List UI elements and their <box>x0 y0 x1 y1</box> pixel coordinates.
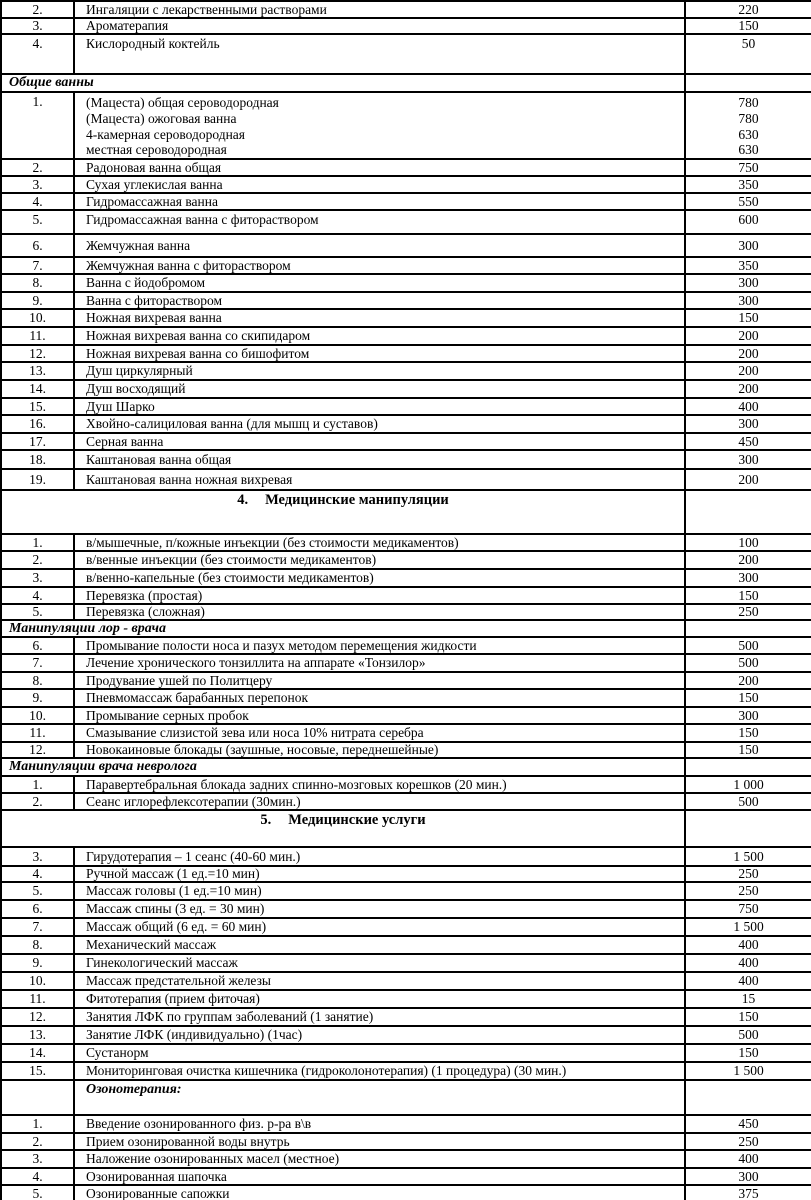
service-price: 400 <box>685 398 811 415</box>
service-name: Радоновая ванна общая <box>74 159 685 176</box>
service-name: Гидромассажная ванна <box>74 193 685 210</box>
service-price: 200 <box>685 469 811 490</box>
table-row <box>1 793 811 810</box>
service-price: 550 <box>685 193 811 210</box>
service-price: 200 <box>685 345 811 362</box>
service-price-line: 780 <box>738 95 759 110</box>
service-price: 250 <box>685 866 811 882</box>
heading-price-empty <box>685 810 811 847</box>
service-name: Ножная вихревая ванна <box>74 309 685 327</box>
service-name: Ванна с фитораствором <box>74 292 685 309</box>
service-price: 300 <box>685 292 811 309</box>
row-number-empty <box>1 1080 74 1115</box>
row-number: 7. <box>1 654 74 672</box>
row-number: 13. <box>1 1026 74 1044</box>
service-price: 300 <box>685 234 811 257</box>
service-price: 150 <box>685 689 811 707</box>
service-price: 350 <box>685 176 811 193</box>
table-row <box>1 34 811 74</box>
table-row <box>1 362 811 380</box>
service-name-line: местная сероводородная <box>86 142 227 158</box>
service-name: в/мышечные, п/кожные инъекции (без стоимости медикаментов) <box>74 534 685 551</box>
row-number: 2. <box>1 1133 74 1150</box>
row-number: 4. <box>1 1168 74 1185</box>
group-heading <box>1 810 685 847</box>
service-name: Гинекологический массаж <box>74 954 685 972</box>
table-row <box>1 159 811 176</box>
service-name: Гидромассажная ванна с фитораствором <box>74 210 685 234</box>
row-number: 5. <box>1 210 74 234</box>
table-row <box>1 490 811 534</box>
row-number: 10. <box>1 309 74 327</box>
table-row <box>1 776 811 793</box>
service-price: 300 <box>685 415 811 433</box>
section-price-empty <box>685 758 811 776</box>
row-number: 3. <box>1 176 74 193</box>
row-number: 12. <box>1 345 74 362</box>
table-row <box>1 587 811 604</box>
row-number: 6. <box>1 637 74 654</box>
row-number: 12. <box>1 1008 74 1026</box>
service-name: Душ Шарко <box>74 398 685 415</box>
service-name: Промывание серных пробок <box>74 707 685 724</box>
section-header: Манипуляции лор - врача <box>1 620 685 637</box>
table-row <box>1 972 811 990</box>
service-name: Пневмомассаж барабанных перепонок <box>74 689 685 707</box>
table-row <box>1 954 811 972</box>
service-price: 250 <box>685 882 811 900</box>
service-price: 150 <box>685 724 811 742</box>
row-number: 10. <box>1 972 74 990</box>
row-number: 14. <box>1 1044 74 1062</box>
row-number: 3. <box>1 18 74 34</box>
service-price-line: 630 <box>738 142 759 158</box>
row-number: 6. <box>1 234 74 257</box>
table-row <box>1 433 811 450</box>
row-number: 2. <box>1 793 74 810</box>
table-row <box>1 604 811 620</box>
section-header: Манипуляции врача невролога <box>1 758 685 776</box>
table-row <box>1 193 811 210</box>
service-price: 450 <box>685 1115 811 1133</box>
service-name-line: (Мацеста) ожоговая ванна <box>86 110 237 126</box>
service-price: 750 <box>685 900 811 918</box>
service-name: Озонированная шапочка <box>74 1168 685 1185</box>
row-number: 4. <box>1 34 74 74</box>
service-name: в/венно-капельные (без стоимости медикаментов) <box>74 569 685 587</box>
service-name: Жемчужная ванна <box>74 234 685 257</box>
service-name: Наложение озонированных масел (местное) <box>74 1150 685 1168</box>
table-row <box>1 234 811 257</box>
service-name: Жемчужная ванна с фитораствором <box>74 257 685 274</box>
row-number: 7. <box>1 257 74 274</box>
row-number: 5. <box>1 882 74 900</box>
table-row <box>1 758 811 776</box>
service-name: в/венные инъекции (без стоимости медикаментов) <box>74 551 685 569</box>
row-number: 8. <box>1 672 74 689</box>
row-number: 19. <box>1 469 74 490</box>
service-price: 400 <box>685 936 811 954</box>
service-name-line: (Мацеста) общая сероводородная <box>86 95 279 110</box>
section-price-empty <box>685 74 811 92</box>
service-name: Душ циркулярный <box>74 362 685 380</box>
service-name: Массаж общий (6 ед. = 60 мин) <box>74 918 685 936</box>
row-number: 9. <box>1 689 74 707</box>
table-row <box>1 92 811 159</box>
service-price: 220 <box>685 1 811 18</box>
table-row <box>1 551 811 569</box>
service-price: 450 <box>685 433 811 450</box>
row-number: 4. <box>1 866 74 882</box>
service-price: 1 500 <box>685 847 811 866</box>
table-row <box>1 707 811 724</box>
service-name: Каштановая ванна общая <box>74 450 685 469</box>
service-price: 300 <box>685 1168 811 1185</box>
row-number: 9. <box>1 292 74 309</box>
row-number: 18. <box>1 450 74 469</box>
row-number: 8. <box>1 274 74 292</box>
table-row <box>1 274 811 292</box>
table-row <box>1 257 811 274</box>
row-number: 3. <box>1 847 74 866</box>
table-row <box>1 1080 811 1115</box>
service-price: 150 <box>685 587 811 604</box>
table-row <box>1 345 811 362</box>
service-name: Массаж спины (3 ед. = 30 мин) <box>74 900 685 918</box>
row-number: 8. <box>1 936 74 954</box>
service-name: Новокаиновые блокады (заушные, носовые, переднешейные) <box>74 742 685 758</box>
table-row <box>1 1026 811 1044</box>
service-name: Мониторинговая очистка кишечника (гидроколонотерапия) (1 процедура) (30 мин.) <box>74 1062 685 1080</box>
table-row <box>1 1062 811 1080</box>
row-number: 1. <box>1 776 74 793</box>
table-row <box>1 469 811 490</box>
row-number: 15. <box>1 1062 74 1080</box>
table-row <box>1 176 811 193</box>
service-price: 300 <box>685 274 811 292</box>
group-heading-title: Медицинские услуги <box>288 812 426 829</box>
table-row <box>1 309 811 327</box>
service-price: 1 500 <box>685 1062 811 1080</box>
service-price: 150 <box>685 742 811 758</box>
row-number: 6. <box>1 900 74 918</box>
service-price: 200 <box>685 380 811 398</box>
table-row <box>1 1 811 18</box>
table-row <box>1 724 811 742</box>
section-header: Общие ванны <box>1 74 685 92</box>
row-number: 10. <box>1 707 74 724</box>
service-name: Механический массаж <box>74 936 685 954</box>
service-price: 250 <box>685 604 811 620</box>
table-row <box>1 569 811 587</box>
service-price: 200 <box>685 362 811 380</box>
service-name: Массаж головы (1 ед.=10 мин) <box>74 882 685 900</box>
service-price: 200 <box>685 551 811 569</box>
service-price: 500 <box>685 654 811 672</box>
service-name: Гирудотерапия – 1 сеанс (40-60 мин.) <box>74 847 685 866</box>
table-row <box>1 654 811 672</box>
service-price: 300 <box>685 450 811 469</box>
service-name: Продувание ушей по Политцеру <box>74 672 685 689</box>
table-row <box>1 689 811 707</box>
service-price: 400 <box>685 1150 811 1168</box>
table-row <box>1 1185 811 1200</box>
row-number: 7. <box>1 918 74 936</box>
row-number: 11. <box>1 990 74 1008</box>
table-row <box>1 327 811 345</box>
service-price: 500 <box>685 793 811 810</box>
subsection-price-empty <box>685 1080 811 1115</box>
row-number: 12. <box>1 742 74 758</box>
service-price: 150 <box>685 1044 811 1062</box>
service-price: 350 <box>685 257 811 274</box>
service-name: Паравертебральная блокада задних спинно-мозговых корешков (20 мин.) <box>74 776 685 793</box>
table-row <box>1 637 811 654</box>
service-name-line: 4-камерная сероводородная <box>86 126 245 142</box>
table-row <box>1 380 811 398</box>
service-name: Перевязка (сложная) <box>74 604 685 620</box>
row-number: 11. <box>1 724 74 742</box>
service-name: Душ восходящий <box>74 380 685 398</box>
service-price: 400 <box>685 954 811 972</box>
row-number: 2. <box>1 159 74 176</box>
table-row <box>1 1008 811 1026</box>
table-row <box>1 742 811 758</box>
table-row <box>1 936 811 954</box>
service-name: Сустанорм <box>74 1044 685 1062</box>
service-name: Ингаляции с лекарственными растворами <box>74 1 685 18</box>
heading-price-empty <box>685 490 811 534</box>
table-row <box>1 415 811 433</box>
service-price: 50 <box>685 34 811 74</box>
service-price: 600 <box>685 210 811 234</box>
table-row <box>1 534 811 551</box>
group-heading-title: Медицинские манипуляции <box>265 492 449 509</box>
row-number: 9. <box>1 954 74 972</box>
service-price: 500 <box>685 1026 811 1044</box>
row-number: 4. <box>1 193 74 210</box>
table-row <box>1 882 811 900</box>
service-name: Промывание полости носа и пазух методом перемещения жидкости <box>74 637 685 654</box>
service-name: Сеанс иглорефлексотерапии (30мин.) <box>74 793 685 810</box>
service-name: Сухая углекислая ванна <box>74 176 685 193</box>
service-price: 150 <box>685 309 811 327</box>
group-heading <box>1 490 685 534</box>
service-price: 300 <box>685 569 811 587</box>
row-number: 2. <box>1 551 74 569</box>
service-price: 750 <box>685 159 811 176</box>
group-heading-number: 5. <box>260 812 272 829</box>
group-heading-number: 4. <box>237 492 249 509</box>
row-number: 16. <box>1 415 74 433</box>
row-number: 14. <box>1 380 74 398</box>
service-name: Ванна с йодобромом <box>74 274 685 292</box>
service-name: Лечение хронического тонзиллита на аппарате «Тонзилор» <box>74 654 685 672</box>
row-number: 4. <box>1 587 74 604</box>
service-price: 150 <box>685 1008 811 1026</box>
service-price: 200 <box>685 327 811 345</box>
table-row <box>1 847 811 866</box>
service-name: Ножная вихревая ванна со бишофитом <box>74 345 685 362</box>
service-name: Кислородный коктейль <box>74 34 685 74</box>
row-number: 17. <box>1 433 74 450</box>
table-row <box>1 1168 811 1185</box>
service-price: 1 000 <box>685 776 811 793</box>
service-price: 100 <box>685 534 811 551</box>
service-price-line: 780 <box>738 110 759 126</box>
row-number: 2. <box>1 1 74 18</box>
service-name: Перевязка (простая) <box>74 587 685 604</box>
service-name: Массаж предстательной железы <box>74 972 685 990</box>
table-row <box>1 292 811 309</box>
service-price: 15 <box>685 990 811 1008</box>
row-number: 3. <box>1 1150 74 1168</box>
table-row <box>1 620 811 637</box>
service-price: 150 <box>685 18 811 34</box>
service-name: Фитотерапия (прием фиточая) <box>74 990 685 1008</box>
service-price: 200 <box>685 672 811 689</box>
service-price: 1 500 <box>685 918 811 936</box>
row-number: 3. <box>1 569 74 587</box>
table-row <box>1 990 811 1008</box>
service-name: Ножная вихревая ванна со скипидаром <box>74 327 685 345</box>
section-price-empty <box>685 620 811 637</box>
service-name: Хвойно-салициловая ванна (для мышц и суставов) <box>74 415 685 433</box>
row-number: 1. <box>1 534 74 551</box>
row-number: 1. <box>1 92 74 159</box>
service-price: 400 <box>685 972 811 990</box>
service-price: 375 <box>685 1185 811 1200</box>
row-number: 13. <box>1 362 74 380</box>
service-name: Занятия ЛФК по группам заболеваний (1 занятие) <box>74 1008 685 1026</box>
row-number: 15. <box>1 398 74 415</box>
table-row <box>1 672 811 689</box>
service-price: 500 <box>685 637 811 654</box>
service-name: Ручной массаж (1 ед.=10 мин) <box>74 866 685 882</box>
service-name-multiline <box>74 92 685 159</box>
table-row <box>1 1044 811 1062</box>
service-price-line: 630 <box>738 126 759 142</box>
row-number: 5. <box>1 604 74 620</box>
service-name: Каштановая ванна ножная вихревая <box>74 469 685 490</box>
row-number: 11. <box>1 327 74 345</box>
service-price: 250 <box>685 1133 811 1150</box>
service-price: 300 <box>685 707 811 724</box>
service-name: Смазывание слизистой зева или носа 10% нитрата серебра <box>74 724 685 742</box>
service-price-multiline <box>685 92 811 159</box>
table-row <box>1 74 811 92</box>
table-row <box>1 900 811 918</box>
service-name: Прием озонированной воды внутрь <box>74 1133 685 1150</box>
table-row <box>1 918 811 936</box>
table-row <box>1 1150 811 1168</box>
row-number: 1. <box>1 1115 74 1133</box>
row-number: 5. <box>1 1185 74 1200</box>
service-name: Озонированные сапожки <box>74 1185 685 1200</box>
service-name: Ароматерапия <box>74 18 685 34</box>
service-name: Серная ванна <box>74 433 685 450</box>
table-row <box>1 398 811 415</box>
table-row <box>1 18 811 34</box>
table-row <box>1 210 811 234</box>
service-name: Занятие ЛФК (индивидуально) (1час) <box>74 1026 685 1044</box>
table-row <box>1 810 811 847</box>
subsection-header: Озонотерапия: <box>74 1080 685 1115</box>
price-table-body <box>1 1 811 1200</box>
service-name: Введение озонированного физ. р-ра в\в <box>74 1115 685 1133</box>
table-row <box>1 450 811 469</box>
table-row <box>1 1133 811 1150</box>
table-row <box>1 1115 811 1133</box>
table-row <box>1 866 811 882</box>
